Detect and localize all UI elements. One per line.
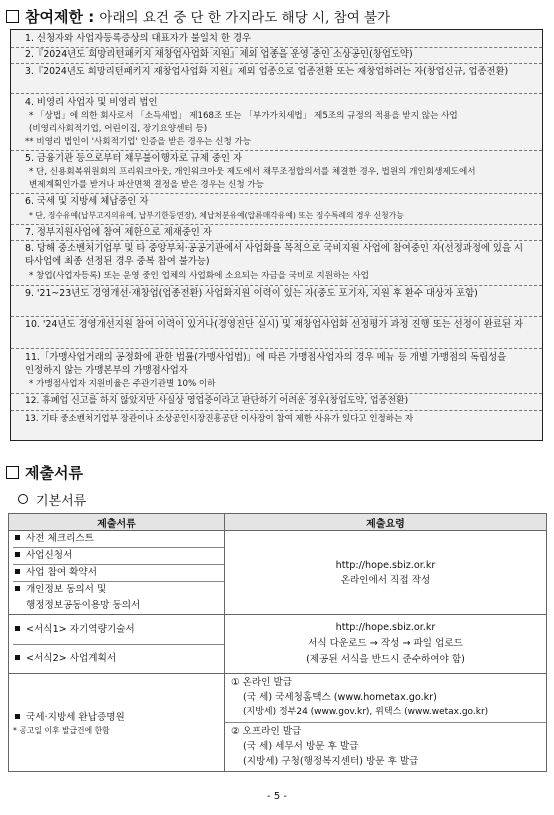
section-heading: 참여제한 bbox=[25, 8, 83, 26]
circle-bullet-icon bbox=[18, 494, 28, 504]
docs-cell bbox=[9, 674, 225, 772]
limit-item: 4. 비영리 사업자 및 비영리 법인 bbox=[25, 97, 158, 108]
table-row bbox=[9, 674, 547, 772]
square-bullet-icon bbox=[15, 569, 20, 574]
square-bullet-icon bbox=[15, 714, 20, 719]
doc-item: 사전 체크리스트 bbox=[13, 531, 224, 548]
checkbox-square-icon bbox=[6, 10, 19, 23]
method-cell: http://hope.sbiz.or.kr 온라인에서 직접 작성 bbox=[225, 531, 547, 615]
limit-item: 1. 신청자와 사업자등록증상의 대표자가 불일치 한 경우 bbox=[11, 32, 542, 48]
basic-docs-subheading: 기본서류 bbox=[18, 490, 86, 509]
submission-docs-table bbox=[8, 513, 547, 772]
limit-item: 6. 국세 및 지방세 체납중인 자 bbox=[25, 196, 149, 207]
limit-item: 8. 당해 중소벤처기업부 및 타 중앙부처·공공기관에서 사업화를 목적으로 국비지원 사업에 참여중인 자(선정과정에 있을 시 타사업에 최종 선정된 경우 중복 참여 불가능) bbox=[25, 243, 524, 267]
limit-item: 13. 기타 중소벤처기업부 장관이나 소상공인시장진흥공단 이사장이 참여 제한 사유가 있다고 인정하는 자 bbox=[25, 414, 414, 424]
doc-note: * 공고일 이후 발급건에 한함 bbox=[13, 726, 110, 735]
doc-item: <서식1> 자기역량기술서 bbox=[13, 615, 224, 645]
limit-item: 2.『2024년도 희망리턴패키지 재창업사업화 지원』제외 업종을 운영 중인 소상공인(창업도약) bbox=[11, 48, 542, 64]
table-header-row bbox=[9, 514, 547, 531]
square-bullet-icon bbox=[15, 586, 20, 591]
limit-item: 5. 금융기관 등으로부터 채무불이행자로 규제 중인 자 bbox=[25, 153, 243, 164]
table-row bbox=[9, 615, 547, 674]
participation-limits-box bbox=[10, 29, 543, 441]
page-number: - 5 - bbox=[267, 791, 287, 802]
square-bullet-icon bbox=[15, 535, 20, 540]
square-bullet-icon bbox=[15, 552, 20, 557]
limit-item: 10. '24년도 경영개선지원 참여 이력이 있거나(경영진단 실시) 및 재창업사업화 선정평가 과정 진행 또는 선정이 완료된 자 bbox=[11, 318, 542, 349]
limit-note: * 「상법」에 의한 회사로서 「소득세법」 제168조 또는 「부가가치세법」 제5조의 규정의 적용을 받지 않는 사업 (비영리사회적기업, 어린이집, 장기요양센터 등) bbox=[29, 111, 458, 134]
col-header-docs: 제출서류 bbox=[9, 514, 225, 531]
doc-item: 사업신청서 bbox=[13, 548, 224, 565]
limit-note: * 단, 징수유예(납부고지의유예, 납부기한등연장), 체납처분유예(압류매각유예) 또는 징수특례의 경우 신청가능 bbox=[11, 209, 542, 225]
limit-item: 12. 휴폐업 신고를 하지 않았지만 사실상 영업중이라고 판단하기 어려운 경우(창업도약, 업종전환) bbox=[11, 395, 542, 411]
section-description: 아래의 요건 중 단 한 가지라도 해당 시, 참여 불가 bbox=[99, 10, 391, 26]
limit-note: * 단, 신용회복위원회의 프리워크아웃, 개인워크아웃 제도에서 채무조정합의서를 체결한 경우, 법원의 개인회생제도에서 변제계획인가를 받거나 파산면책 결정을 받은 경우는 신청 가능 bbox=[11, 166, 542, 194]
participation-limits-title: 참여제한 : 아래의 요건 중 단 한 가지라도 해당 시, 참여 불가 bbox=[6, 6, 390, 27]
doc-item: 사업 참여 확약서 bbox=[13, 565, 224, 582]
limit-item: 3.『2024년도 희망리턴패키지 재창업사업화 지원』제외 업종으로 업종전환 또는 재창업하려는 자(창업신규, 업종전환) bbox=[11, 65, 542, 94]
limit-item: 7. 정부지원사업에 참여 제한으로 제재중인 자 bbox=[11, 226, 542, 241]
doc-item: 개인정보 동의서 및 행정정보공동이용망 동의서 bbox=[13, 582, 224, 614]
square-bullet-icon bbox=[15, 655, 20, 660]
col-header-method: 제출요령 bbox=[225, 514, 547, 531]
section-heading: 제출서류 bbox=[25, 464, 83, 482]
limit-note: * 창업(사업자등록) 또는 운영 중인 업체의 사업화에 소요되는 자금을 국비로 지원하는 사업 bbox=[11, 270, 542, 286]
docs-cell bbox=[9, 615, 225, 674]
checkbox-square-icon bbox=[6, 466, 19, 479]
doc-item: <서식2> 사업계획서 bbox=[13, 645, 224, 673]
submission-docs-title bbox=[6, 462, 83, 483]
limit-item: 11.「가맹사업거래의 공정화에 관한 법률(가맹사업법)」에 따른 가맹점사업자의 경우 메뉴 등 개별 가맹점의 독립성을 인정하지 않는 가맹본부의 가맹점사업자 bbox=[25, 352, 507, 376]
doc-item: 국세·지방세 완납증명원 bbox=[26, 712, 125, 723]
docs-cell bbox=[9, 531, 225, 615]
method-cell: ① 온라인 발급 (국 세) 국세청홈택스 (www.hometax.go.kr) (지방세) 정부24 (www.gov.kr), 위택스 (www.wetax.go.kr) ② 오프라인 발급 (국 세) 세무서 방문 후 발급 (지방세) 구청(행정복지센터) 방문 후 발급 bbox=[225, 674, 547, 772]
limit-note: ** 비영리 법인이 '사회적기업' 인증을 받은 경우는 신청 가능 bbox=[11, 136, 542, 151]
limit-item: 9. '21~23년도 경영개선·재창업(업종전환) 사업화지원 이력이 있는 자(중도 포기자, 지원 후 환수 대상자 포함) bbox=[11, 287, 542, 317]
table-row bbox=[9, 531, 547, 615]
method-cell: http://hope.sbiz.or.kr 서식 다운로드 → 작성 → 파일 업로드 (제공된 서식을 반드시 준수하여야 함) bbox=[225, 615, 547, 674]
square-bullet-icon bbox=[15, 626, 20, 631]
limit-note: * 가맹점사업자 지원비율은 주관기관별 10% 이하 bbox=[11, 378, 542, 394]
